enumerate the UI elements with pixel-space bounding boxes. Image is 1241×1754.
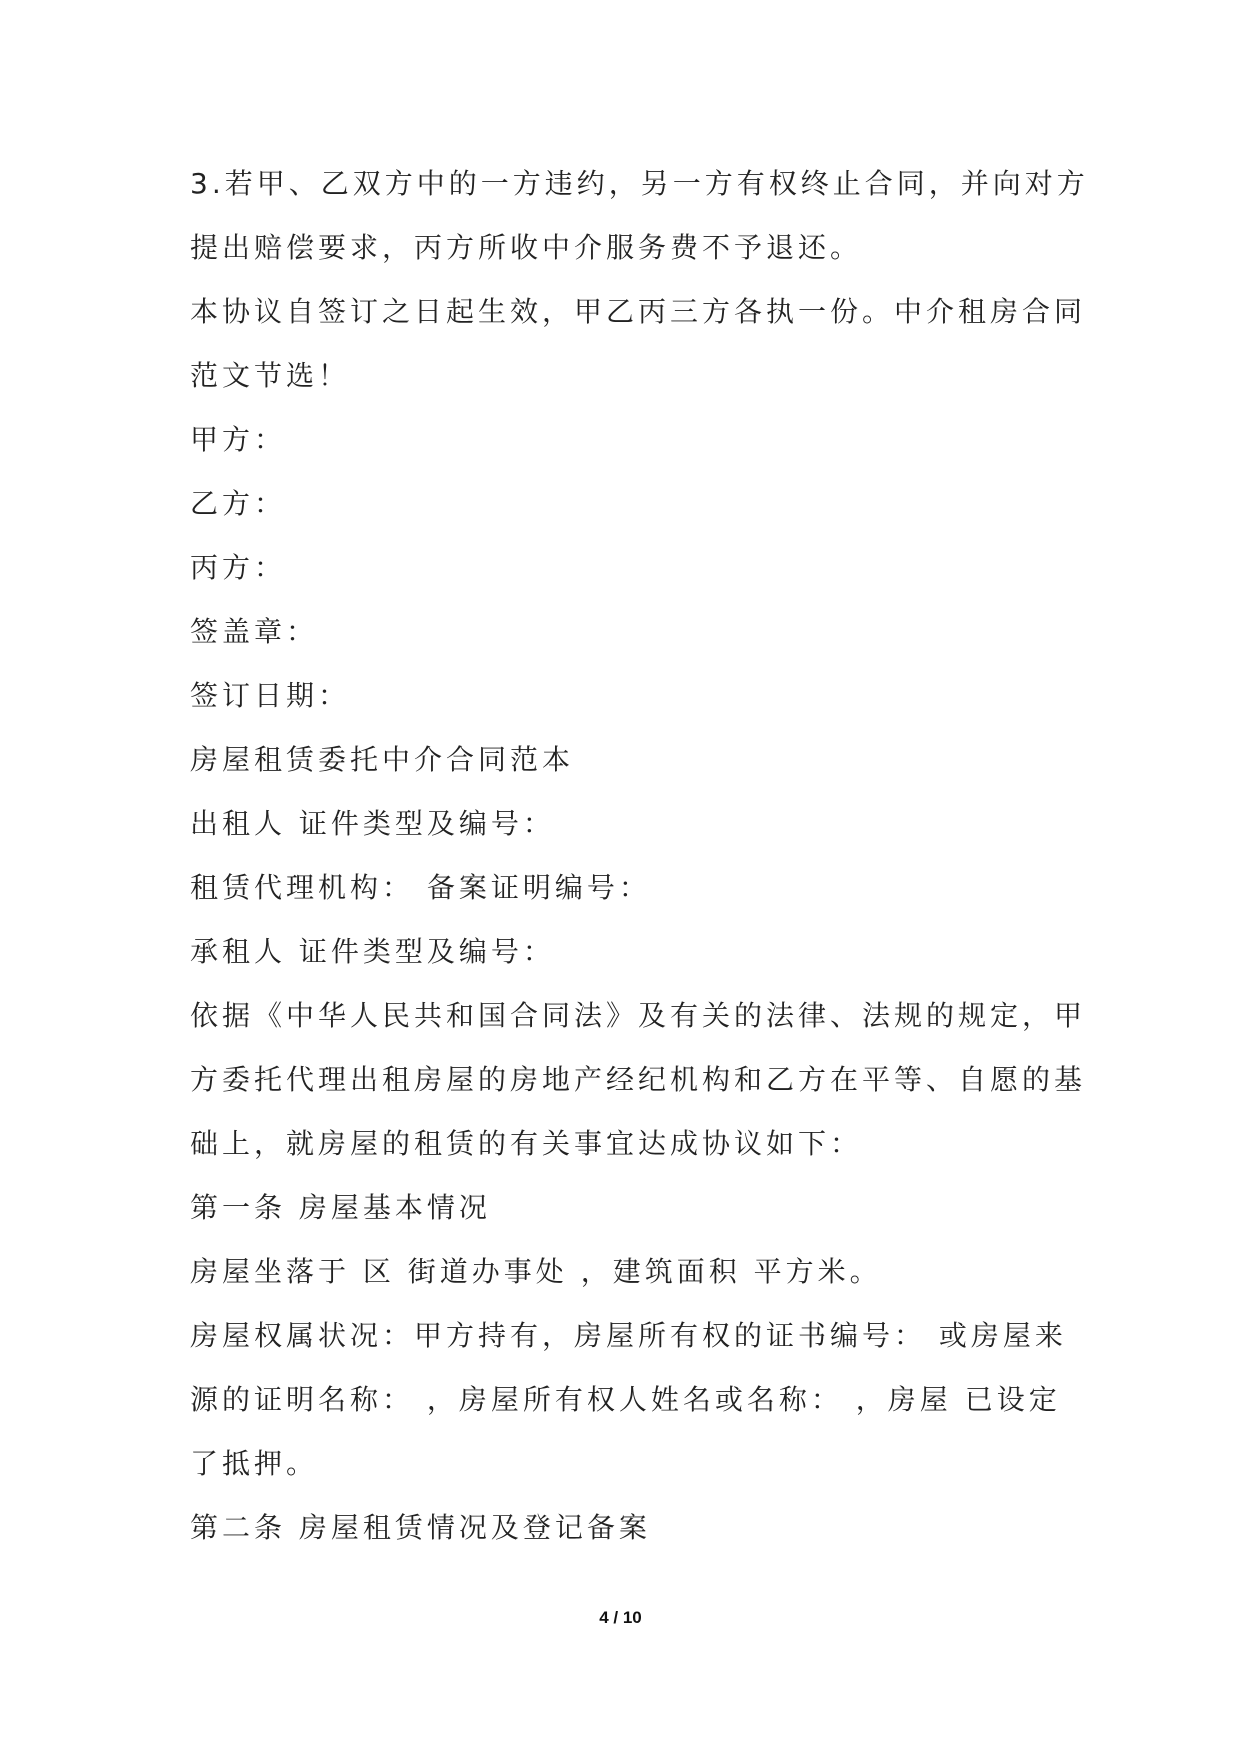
text-line: 提出赔偿要求，丙方所收中介服务费不予退还。 [190, 231, 863, 264]
text-line: 承租人 证件类型及编号： [190, 935, 555, 968]
text-line: 本协议自签订之日起生效，甲乙丙三方各执一份。中介租房合同 [190, 295, 1087, 328]
article-heading: 第一条 房屋基本情况 [190, 1191, 491, 1224]
article-heading: 第二条 房屋租赁情况及登记备案 [190, 1511, 651, 1544]
party-b-label: 乙方： [190, 487, 287, 520]
text-line: 范文节选！ [190, 359, 351, 392]
signature-label: 签盖章： [190, 615, 319, 648]
text-line: 房屋权属状况：甲方持有，房屋所有权的证书编号： 或房屋来 [190, 1319, 1067, 1352]
text-line: 租赁代理机构： 备案证明编号： [190, 871, 651, 904]
text-line: 源的证明名称： ，房屋所有权人姓名或名称： ，房屋 已设定 [190, 1383, 1061, 1416]
party-a-label: 甲方： [190, 423, 287, 456]
text-line: 3.若甲、乙双方中的一方违约，另一方有权终止合同，并向对方 [190, 167, 1089, 200]
document-body [190, 152, 1089, 1560]
section-title: 房屋租赁委托中介合同范本 [190, 743, 575, 776]
page-number: 4 / 10 [599, 1608, 642, 1627]
party-c-label: 丙方： [190, 551, 287, 584]
text-line: 依据《中华人民共和国合同法》及有关的法律、法规的规定，甲 [190, 999, 1087, 1032]
text-line: 础上，就房屋的租赁的有关事宜达成协议如下： [190, 1127, 863, 1160]
text-line: 方委托代理出租房屋的房地产经纪机构和乙方在平等、自愿的基 [190, 1063, 1087, 1096]
text-line: 了抵押。 [190, 1447, 319, 1480]
text-line: 出租人 证件类型及编号： [190, 807, 555, 840]
text-line: 房屋坐落于 区 街道办事处 ，建筑面积 平方米。 [190, 1255, 882, 1288]
sign-date-label: 签订日期： [190, 679, 351, 712]
